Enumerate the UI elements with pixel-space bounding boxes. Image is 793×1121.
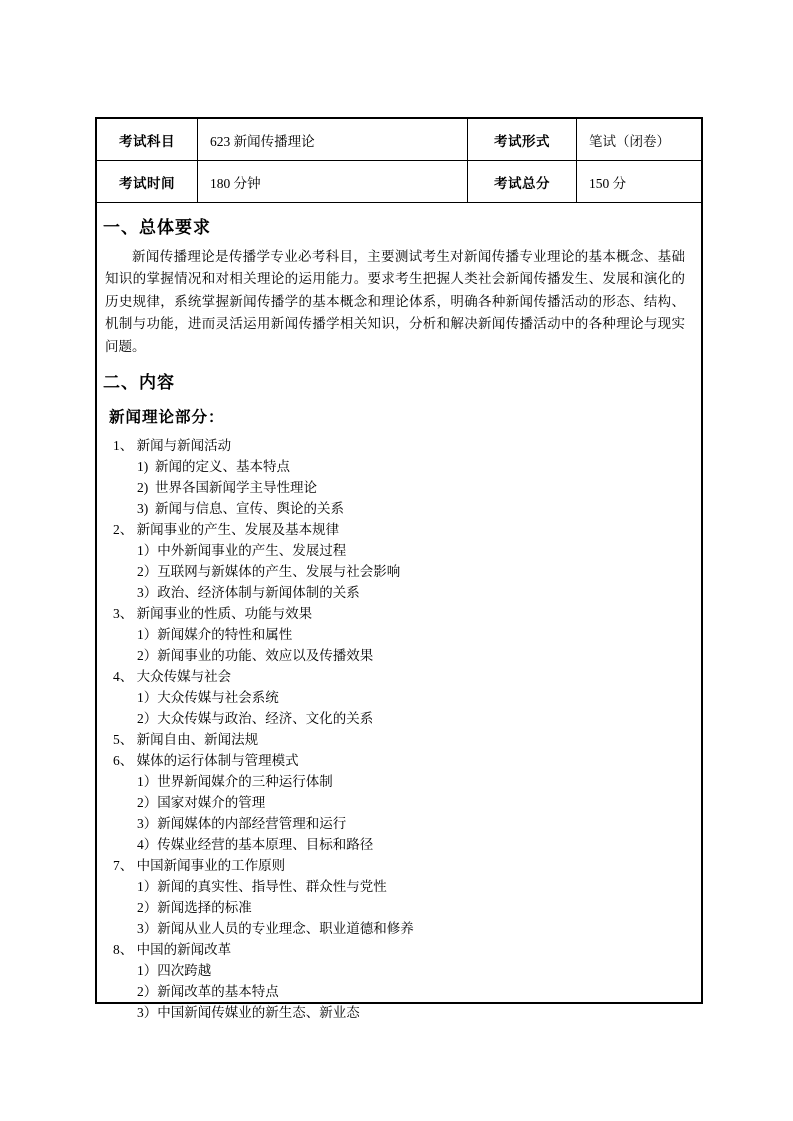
outline-subitem: 2）新闻事业的功能、效应以及传播效果 — [137, 648, 374, 664]
section-overall-heading: 一、总体要求 — [103, 218, 211, 237]
outline-subitem: 2) 世界各国新闻学主导性理论 — [137, 480, 317, 496]
outline-subitem: 4）传媒业经营的基本原理、目标和路径 — [137, 837, 374, 853]
exam-format-label: 考试形式 — [467, 119, 576, 161]
outline-item: 6、 媒体的运行体制与管理模式 — [113, 753, 299, 769]
document-body — [97, 203, 701, 1021]
outline-item: 7、 中国新闻事业的工作原则 — [113, 858, 286, 874]
outline-subitem: 2）互联网与新媒体的产生、发展与社会影响 — [137, 564, 401, 580]
outline-subitem: 2）国家对媒介的管理 — [137, 795, 266, 811]
exam-format-value: 笔试（闭卷） — [576, 119, 701, 161]
outline-subitem: 2）大众传媒与政治、经济、文化的关系 — [137, 711, 374, 727]
exam-score-label: 考试总分 — [467, 161, 576, 203]
exam-subject-label: 考试科目 — [97, 119, 197, 161]
section-content-heading: 二、内容 — [103, 373, 175, 393]
header-row-2 — [97, 161, 701, 203]
outline-item: 1、 新闻与新闻活动 — [113, 438, 232, 454]
outline-item: 3、 新闻事业的性质、功能与效果 — [113, 606, 313, 622]
outline-subitem: 2）新闻选择的标准 — [137, 900, 252, 916]
outline-subitem: 3）中国新闻传媒业的新生态、新业态 — [137, 1005, 360, 1021]
news-theory-subheading: 新闻理论部分： — [109, 409, 225, 427]
outline-subitem: 1）中外新闻事业的产生、发展过程 — [137, 543, 347, 559]
outline-subitem: 2）新闻改革的基本特点 — [137, 984, 279, 1000]
outline-subitem: 3）新闻媒体的内部经营管理和运行 — [137, 816, 347, 832]
outline-list — [103, 435, 687, 1023]
outline-item: 8、 中国的新闻改革 — [113, 942, 232, 958]
outline-subitem: 3）新闻从业人员的专业理念、职业道德和修养 — [137, 921, 414, 937]
outline-subitem: 1）新闻的真实性、指导性、群众性与党性 — [137, 879, 387, 895]
outline-subitem: 3）政治、经济体制与新闻体制的关系 — [137, 585, 360, 601]
syllabus-document — [95, 117, 703, 1021]
header-row-1 — [97, 119, 701, 161]
outline-subitem: 1）新闻媒介的特性和属性 — [137, 627, 293, 643]
outline-item: 5、 新闻自由、新闻法规 — [113, 732, 259, 748]
exam-score-value: 150 分 — [576, 161, 701, 203]
outline-subitem: 1）世界新闻媒介的三种运行体制 — [137, 774, 333, 790]
outline-item: 4、 大众传媒与社会 — [113, 669, 232, 685]
outline-subitem: 3) 新闻与信息、宣传、舆论的关系 — [137, 501, 344, 517]
outline-subitem: 1) 新闻的定义、基本特点 — [137, 459, 290, 475]
outline-subitem: 1）大众传媒与社会系统 — [137, 690, 279, 706]
outline-item: 2、 新闻事业的产生、发展及基本规律 — [113, 522, 340, 538]
exam-time-value: 180 分钟 — [197, 161, 467, 203]
exam-time-label: 考试时间 — [97, 161, 197, 203]
overall-requirements-paragraph: 新闻传播理论是传播学专业必考科目，主要测试考生对新闻传播专业理论的基本概念、基础知识的掌握情况和对相关理论的运用能力。要求考生把握人类社会新闻传播发生、发展和演化的历史规律，系统掌握新闻传播学的基本概念和理论体系，明确各种新闻传播活动的形态、结构、机制与功能，进而灵活运用新闻传播学相关知识，分析和解决新闻传播活动中的各种理论与现实问题。 — [105, 249, 685, 354]
outline-subitem: 1）四次跨越 — [137, 963, 212, 979]
exam-subject-value: 623 新闻传播理论 — [197, 119, 467, 161]
